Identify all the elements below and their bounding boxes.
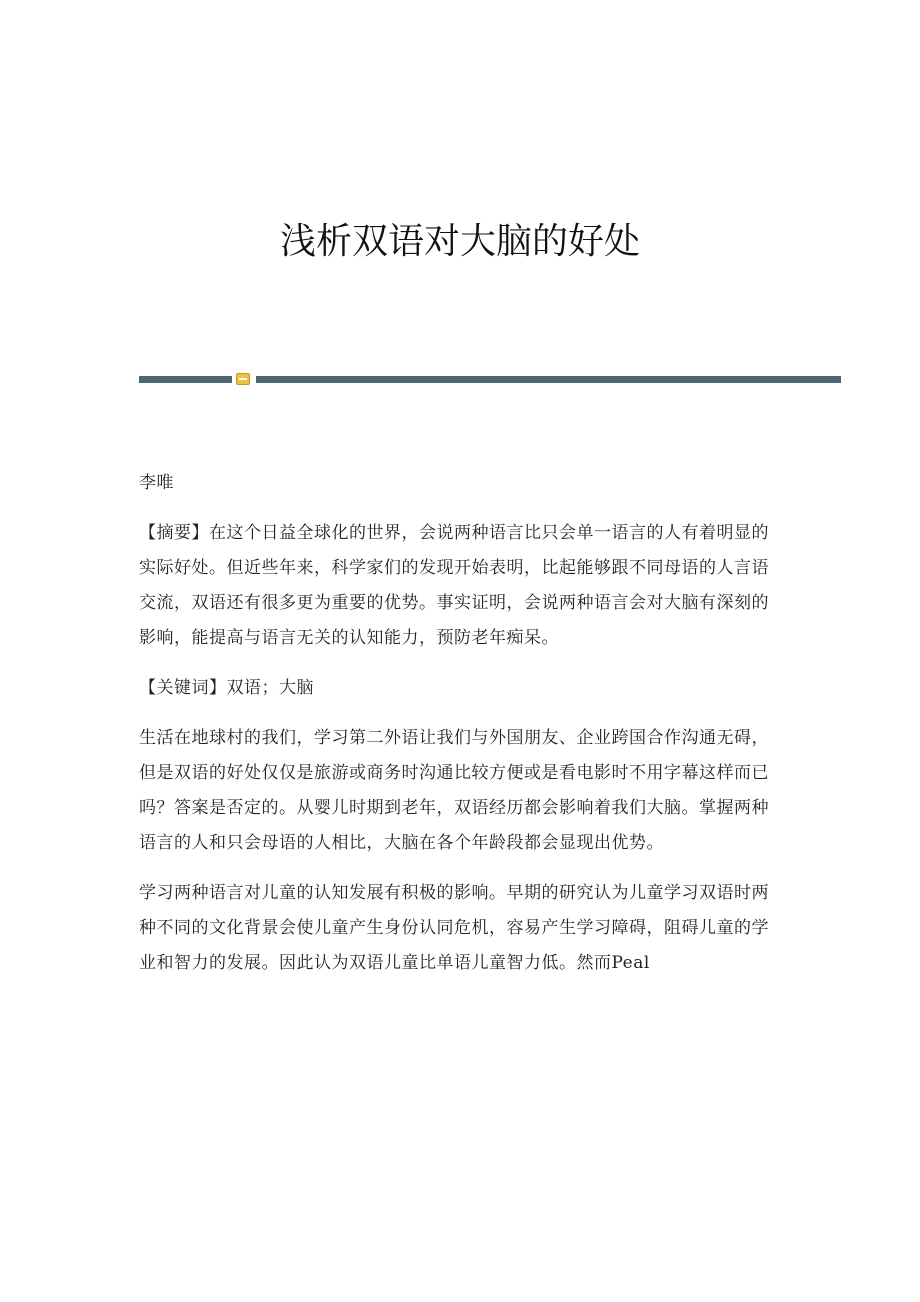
keywords: 【关键词】双语；大脑 — [139, 678, 314, 698]
divider-bar-right — [256, 376, 841, 383]
author-name: 李唯 — [139, 473, 174, 493]
body-paragraph: 学习两种语言对儿童的认知发展有积极的影响。早期的研究认为儿童学习双语时两种不同的文化背景会使儿童产生身份认同危机，容易产生学习障碍，阻碍儿童的学业和智力的发展。因此认为双语儿童比单语儿童智力低。然而Peal — [139, 883, 769, 973]
divider-bar-left — [139, 376, 232, 383]
abstract: 【摘要】在这个日益全球化的世界，会说两种语言比只会单一语言的人有着明显的实际好处。但近些年来，科学家们的发现开始表明，比起能够跟不同母语的人言语交流，双语还有很多更为重要的优势。事实证明，会说两种语言会对大脑有深刻的影响，能提高与语言无关的认知能力，预防老年痴呆。 — [139, 523, 769, 648]
document-body — [139, 466, 771, 996]
divider-emblem-icon — [236, 373, 250, 385]
title-divider — [139, 372, 841, 386]
document-title: 浅析双语对大脑的好处 — [279, 221, 640, 262]
body-paragraph: 生活在地球村的我们，学习第二外语让我们与外国朋友、企业跨国合作沟通无碍，但是双语的好处仅仅是旅游或商务时沟通比较方便或是看电影时不用字幕这样而已吗？答案是否定的。从婴儿时期到老年，双语经历都会影响着我们大脑。掌握两种语言的人和只会母语的人相比，大脑在各个年龄段都会显现出优势。 — [139, 728, 769, 853]
